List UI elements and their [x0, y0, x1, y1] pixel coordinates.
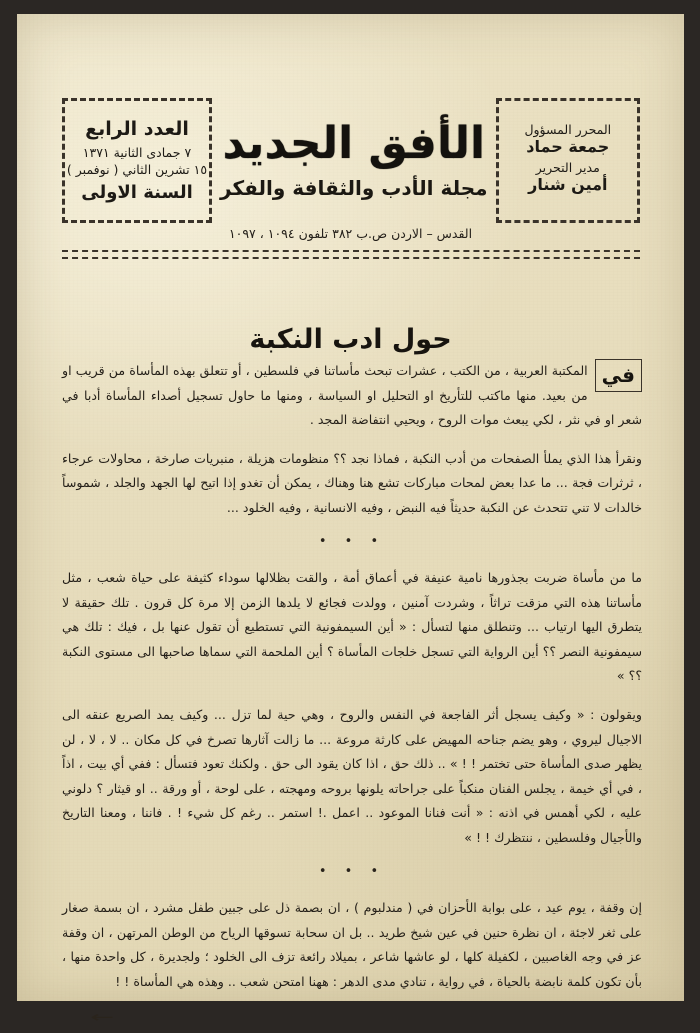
masthead-issue-panel — [62, 98, 212, 223]
director-role-label: مدير التحرير — [535, 159, 600, 175]
masthead-title-block — [212, 98, 496, 223]
paragraph-text: المكتبة العربية ، من الكتب ، عشرات تبحث مأساتنا في فلسطين ، أو تتعلق بهذه المأساة من قريب او من بعيد. منها ماكتب للتأريخ او التحليل او السياسة ، ومنها ما حاول تسجيل أصداء المأساة أدبا في شعر او في نثر ، لكي يبعث موات الروح ، ويحيي انتفاضة المجد . — [62, 363, 642, 428]
editor-name: جمعة حماد — [526, 136, 610, 156]
masthead-divider-rule-bottom — [62, 257, 640, 259]
article-headline: حول ادب النكبة — [249, 324, 452, 356]
drop-cap: في — [595, 359, 642, 392]
publication-address: القدس – الاردن ص.ب ٣٨٢ تلفون ١٠٩٤ ، ١٠٩٧ — [228, 226, 473, 241]
paragraph-text: ما من مأساة ضربت بجذورها نامية عنيفة في أعماق أمة ، والقت بظلالها سوداء كثيفة على حياة شعب ، مثل مأساتنا هذه التي مزقت تراثاً ، وشردت آمنين ، وولدت فجائع لا يلدها الزمن إلا مرة كل قرون . تلك حقيقة لا يتطرق اليها ارتياب ... وتنطلق منها لتسأل : « أين السيمفونية التي تستطيع أن تقول عنها بل ، فيك : تلك هي سيمفونية النصر ؟؟ أين الرواية التي تسجل خلجات المأساة ؟ أين الملحمة التي سماها صاحبها الى مستوى النكبة ؟؟ » — [62, 570, 642, 684]
article-paragraph — [62, 566, 642, 689]
article-paragraph — [62, 896, 642, 994]
paragraph-text: ونقرأ هذا الذي يملأ الصفحات من أدب النكبة ، فماذا نجد ؟؟ منظومات هزيلة ، منبريات صارخة ، محاولات عرجاء ، ثرثرات فجة ... ما عدا بعض لمحات مباركات تشع هنا وهناك ، يمكن أن تغدو إذا اتيح لها الجهد والجلد ، شموساً خالدات لا تني تتحدث عن النكبة حديثاً فيه النبض ، وفيه الانسانية ، وفيه الخلود ... — [62, 450, 642, 515]
paragraph-text: ويقولون : « وكيف يسجل أثر الفاجعة في النفس والروح ، وهي حية لما تزل ... وكيف يمد الصريع عنقه الى الاجيال ليروي ، وهو يضم جناحه المهيض على كارثة مروعة ... ما زالت آثارها تصرخ في كل مكان .. لا ، لا ، لن يظهر صدى المأساة حتى تختمر ! ! » .. ذلك حق ، اذا كان يقود الى حق . ولكنك تعود فتسأل : ففي أي بيت ، اذاً ، في أي خيمة ، يجلس الفنان منكباً على جراحاته يلونها بروحه ومهجته ، على لوحة ، أو ورقة .. او قيثار ؟ دلوني عليه ، لكي أهمس في اذنه : « أنت فنانا الموعود .. اعمل .! استمر .. رغم كل شيء ! . فاننا ، ومعنا التاريخ والأجيال وفلسطين ، ننتظرك ! ! » — [62, 707, 642, 845]
article-paragraph — [62, 703, 642, 850]
publication-logo: الأفق الجديد — [222, 117, 486, 169]
publication-subtitle: مجلة الأدب والثقافة والفكر — [220, 175, 488, 200]
issue-gregorian-date: ١٥ تشرين الثاني ( نوفمبر ) — [66, 161, 208, 177]
masthead-divider-rule-top — [62, 250, 640, 252]
article-paragraph — [62, 359, 642, 433]
masthead — [62, 98, 640, 223]
magazine-page — [17, 14, 684, 1027]
director-name: أمين شنار — [528, 174, 608, 194]
masthead-credits-panel — [496, 98, 640, 223]
issue-hijri-date: ٧ جمادى الثانية ١٣٧١ — [82, 144, 192, 160]
article-body — [62, 359, 642, 1026]
section-separator: • • • — [318, 864, 386, 880]
continuation-arrow-icon — [62, 1008, 642, 1026]
editor-role-label: المحرر المسؤول — [524, 121, 612, 137]
article-paragraph — [62, 447, 642, 521]
section-separator: • • • — [318, 534, 386, 550]
continuation-arrow-glyph: ← — [90, 1008, 115, 1027]
paragraph-text: إن وقفة ، يوم عيد ، على بوابة الأحزان في ( مندلبوم ) ، ان بصمة ذل على جبين طفل مشرد ، ان بسمة صغار على ثغر لاجئة ، ان نظرة حنين في عين شيخ طريد .. بل ان سحابة تسوقها الرياح من الوطن المرتهن ، ان وقفة عز في وجه الغاصبين ، لكفيلة كلها ، لو عاشها شاعر ، بميلاد رائعة تزف الى الخلود ؛ ولجديرة ، كل واحدة منها ، بأن تكون كلمة نابضة بالحياة ، في رواية ، تنادي مدى الدهر : ههنا امتحن شعب .. وهذه هي المأساة ! ! — [62, 900, 642, 989]
issue-year: السنة الاولى — [81, 181, 193, 203]
issue-number: العدد الرابع — [85, 117, 189, 140]
